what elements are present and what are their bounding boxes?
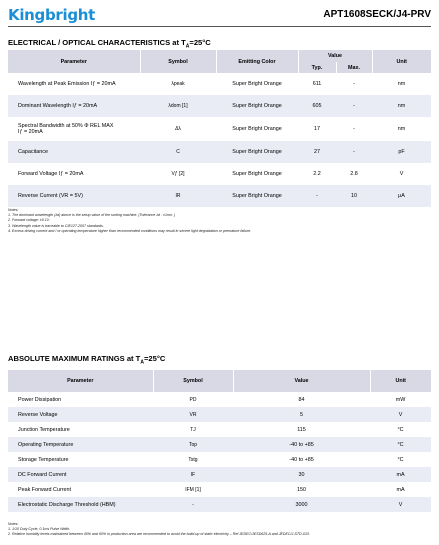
amr-section-title: ABSOLUTE MAXIMUM RATINGS at $T_A=25^\circ C$	[8, 354, 166, 366]
col-max: Max.	[336, 62, 372, 73]
table-row: Capacitance C Super Bright Orange 27 - pF	[8, 141, 431, 163]
col-unit: Unit	[372, 50, 431, 73]
kingbright-logo: Kingbright	[8, 6, 96, 24]
table-row: Reverse Voltage VR 5 V	[8, 407, 431, 422]
table-row: Junction Temperature TJ 115 °C	[8, 422, 431, 437]
col-symbol: Symbol	[140, 50, 216, 73]
table-row: Storage Temperature Tstg -40 to +85 °C	[8, 452, 431, 467]
page-header	[8, 6, 431, 26]
amr-ratings-table	[8, 370, 431, 512]
table-row: Spectral Bandwidth at 50% Φ REL MAX Iƒ = 20mA Δλ Super Bright Orange 17 - nm	[8, 117, 431, 141]
col-unit: Unit	[370, 370, 431, 392]
col-symbol: Symbol	[153, 370, 233, 392]
eo-characteristics-table	[8, 50, 431, 207]
table-row: Electrostatic Discharge Threshold (HBM) - 3000 V	[8, 497, 431, 512]
amr-notes: Notes: 1. 1/10 Duty Cycle, 0.1ms Pulse Width. 2. Relative humidity levels maintained between 40% and 60% in production area are recommended to avoid the build-up of static electricity – Ref JEDEC/JESD625-A and JEDEC/J-STD-033.	[8, 522, 310, 537]
col-parameter: Parameter	[8, 50, 140, 73]
col-value: Value	[298, 50, 372, 62]
col-parameter: Parameter	[8, 370, 153, 392]
table-row: Reverse Current (VR = 5V) IR Super Bright Orange - 10 μA	[8, 185, 431, 207]
header-rule	[8, 26, 431, 27]
col-typ: Typ.	[298, 62, 336, 73]
eo-notes: Notes: 1. The dominant wavelength (λd) above is the setup value of the sorting machine. (Tolerance λd : ±1nm. ) 2. Forward voltage: ±0.1V. 3. Wavelength value is traceable to CIE127-2007 standards. 4. Excess driving current and / or operating temperature higher than recommended conditions may result in severe light degradation or premature failure.	[8, 208, 252, 233]
table-row: Operating Temperature Top -40 to +85 °C	[8, 437, 431, 452]
col-emitting-color: Emitting Color	[216, 50, 298, 73]
table-row: Wavelength at Peak Emission Iƒ = 20mA λpeak Super Bright Orange 611 - nm	[8, 73, 431, 95]
table-row: DC Forward Current IF 30 mA	[8, 467, 431, 482]
part-number: APT1608SECK/J4-PRV	[323, 9, 431, 20]
table-row: Dominant Wavelength Iƒ = 20mA λdom [1] Super Bright Orange 605 - nm	[8, 95, 431, 117]
table-row: Forward Voltage Iƒ = 20mA Vƒ [2] Super Bright Orange 2.2 2.8 V	[8, 163, 431, 185]
table-row: Peak Forward Current IFM [1] 150 mA	[8, 482, 431, 497]
col-value: Value	[233, 370, 370, 392]
eo-section-title: ELECTRICAL / OPTICAL CHARACTERISTICS at $T_A=25^\circ C$	[8, 38, 211, 50]
table-row: Power Dissipation PD 84 mW	[8, 392, 431, 407]
